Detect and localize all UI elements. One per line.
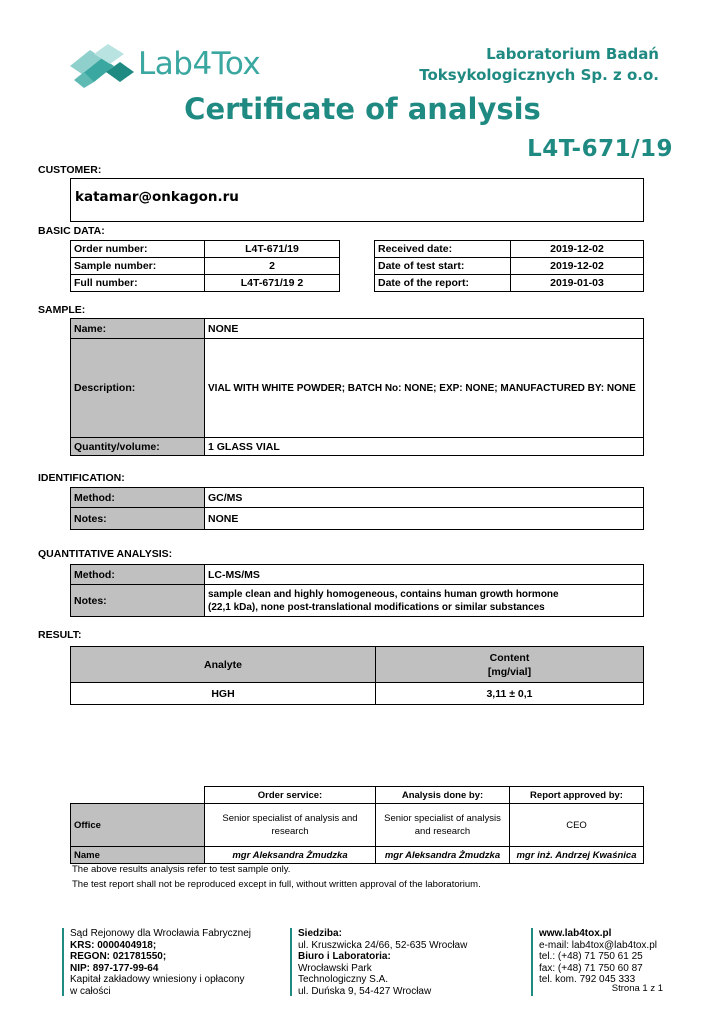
identification-table <box>70 487 644 530</box>
sample-name-label: Name: <box>71 319 205 339</box>
footer-address-line: Siedziba: <box>298 928 342 939</box>
name-analysis: mgr Aleksandra Żmudzka <box>376 847 510 864</box>
logo-text: Lab4Tox <box>138 46 261 82</box>
customer-heading: CUSTOMER: <box>38 164 102 176</box>
footer-address-line: ul. Duńska 9, 54-427 Wrocław <box>298 985 432 997</box>
order-number-value: L4T-671/19 <box>205 241 340 258</box>
sample-table <box>70 318 644 456</box>
result-content: 3,11 ± 0,1 <box>376 683 644 705</box>
name-approved: mgr inż. Andrzej Kwaśnica <box>510 847 644 864</box>
report-date-value: 2019-01-03 <box>511 275 644 292</box>
footer-registry <box>70 928 251 997</box>
name-order: mgr Aleksandra Żmudzka <box>205 847 376 864</box>
sample-number-value: 2 <box>205 258 340 275</box>
footer-registry-line: Sąd Rejonowy dla Wrocławia Fabrycznej <box>70 928 252 939</box>
signatures-table <box>70 786 644 864</box>
office-approved: CEO <box>510 804 644 847</box>
footer-divider <box>290 928 292 996</box>
page-number: Strona 1 z 1 <box>611 983 663 994</box>
footer-divider <box>531 928 533 996</box>
quantitative-table <box>70 564 644 617</box>
basic-data-heading: BASIC DATA: <box>38 225 105 237</box>
footer-registry-line: REGON: 021781550; <box>70 951 167 962</box>
page-title: Certificate of analysis <box>184 92 541 126</box>
sample-heading: SAMPLE: <box>38 304 86 316</box>
office-label: Office <box>71 804 205 847</box>
office-analysis: Senior specialist of analysis and research <box>376 804 510 847</box>
basic-data-left-table <box>70 240 340 292</box>
lab4tox-logo-icon <box>68 44 138 88</box>
result-heading: RESULT: <box>38 630 82 639</box>
quantitative-method-value: LC-MS/MS <box>205 565 644 585</box>
footer-address-line: Biuro i Laboratoria: <box>298 951 391 962</box>
name-label: Name <box>71 847 205 864</box>
received-date-label: Received date: <box>375 241 511 258</box>
received-date-value: 2019-12-02 <box>511 241 644 258</box>
laboratory-name <box>419 44 659 86</box>
footer-address-line: Wrocławski Park <box>298 962 372 974</box>
footer-registry-line: Kapitał zakładowy wniesiony i opłacony <box>70 974 245 985</box>
lab-name-line2: Toksykologicznych Sp. z o.o. <box>419 66 659 84</box>
footer-contact-line: tel.: (+48) 71 750 61 25 <box>539 951 643 962</box>
sample-description-value: VIAL WITH WHITE POWDER; BATCH No: NONE; EXP: NONE; MANUFACTURED BY: NONE <box>205 339 644 438</box>
report-approved-header: Report approved by: <box>510 787 644 804</box>
footer-contact-line: fax: (+48) 71 750 60 87 <box>539 962 643 974</box>
identification-method-value: GC/MS <box>205 488 644 508</box>
footer-registry-line: w całości <box>70 985 111 997</box>
order-number-label: Order number: <box>71 241 205 258</box>
footer-address <box>298 928 467 997</box>
sample-name-value: NONE <box>205 319 644 339</box>
result-analyte-header: Analyte <box>71 647 376 683</box>
footer-email[interactable]: e-mail: lab4tox@lab4tox.pl <box>539 939 657 951</box>
full-number-value: L4T-671/19 2 <box>205 275 340 292</box>
sample-number-label: Sample number: <box>71 258 205 275</box>
identification-notes-label: Notes: <box>71 508 205 530</box>
table-row <box>71 683 644 705</box>
result-content-unit: [mg/vial] <box>487 665 532 678</box>
note-line2: The test report shall not be reproduced except in full, without written approval of the laboratorium. <box>72 879 481 890</box>
test-start-label: Date of test start: <box>375 258 511 275</box>
identification-heading: IDENTIFICATION: <box>38 472 125 484</box>
sample-description-label: Description: <box>71 339 205 438</box>
note-line1: The above results analysis refer to test sample only. <box>72 864 291 875</box>
footer-website[interactable]: www.lab4tox.pl <box>539 928 612 939</box>
full-number-label: Full number: <box>71 275 205 292</box>
footer-divider <box>62 928 64 996</box>
sample-quantity-value: 1 GLASS VIAL <box>205 438 644 456</box>
report-date-label: Date of the report: <box>375 275 511 292</box>
sample-quantity-label: Quantity/volume: <box>71 438 205 456</box>
basic-data-right-table <box>374 240 644 292</box>
lab-name-line1: Laboratorium Badań <box>486 45 659 63</box>
footer-registry-line: KRS: 0000404918; <box>70 939 157 951</box>
footer-contact <box>539 928 657 986</box>
footer-registry-line: NIP: 897-177-99-64 <box>70 962 159 974</box>
quantitative-notes-line2: (22,1 kDa), none post-translational modifications or similar substances <box>208 601 545 613</box>
quantitative-heading: QUANTITATIVE ANALYSIS: <box>38 548 173 560</box>
test-start-value: 2019-12-02 <box>511 258 644 275</box>
result-analyte: HGH <box>71 683 376 705</box>
footer-address-line: Technologiczny S.A. <box>298 974 389 985</box>
footer-address-line: ul. Kruszwicka 24/66, 52-635 Wrocław <box>298 939 468 951</box>
office-order: Senior specialist of analysis and research <box>205 804 376 847</box>
certificate-number: L4T-671/19 <box>527 136 673 162</box>
analysis-done-header: Analysis done by: <box>376 787 510 804</box>
quantitative-notes-label: Notes: <box>71 585 205 617</box>
identification-method-label: Method: <box>71 488 205 508</box>
customer-value: katamar@onkagon.ru <box>70 178 644 222</box>
quantitative-method-label: Method: <box>71 565 205 585</box>
result-content-header: Content <box>489 651 530 664</box>
order-service-header: Order service: <box>205 787 376 804</box>
result-table <box>70 646 644 705</box>
identification-notes-value: NONE <box>205 508 644 530</box>
footer-contact-line: tel. kom. 792 045 333 <box>539 974 636 985</box>
quantitative-notes-line1: sample clean and highly homogeneous, contains human growth hormone <box>208 588 559 600</box>
